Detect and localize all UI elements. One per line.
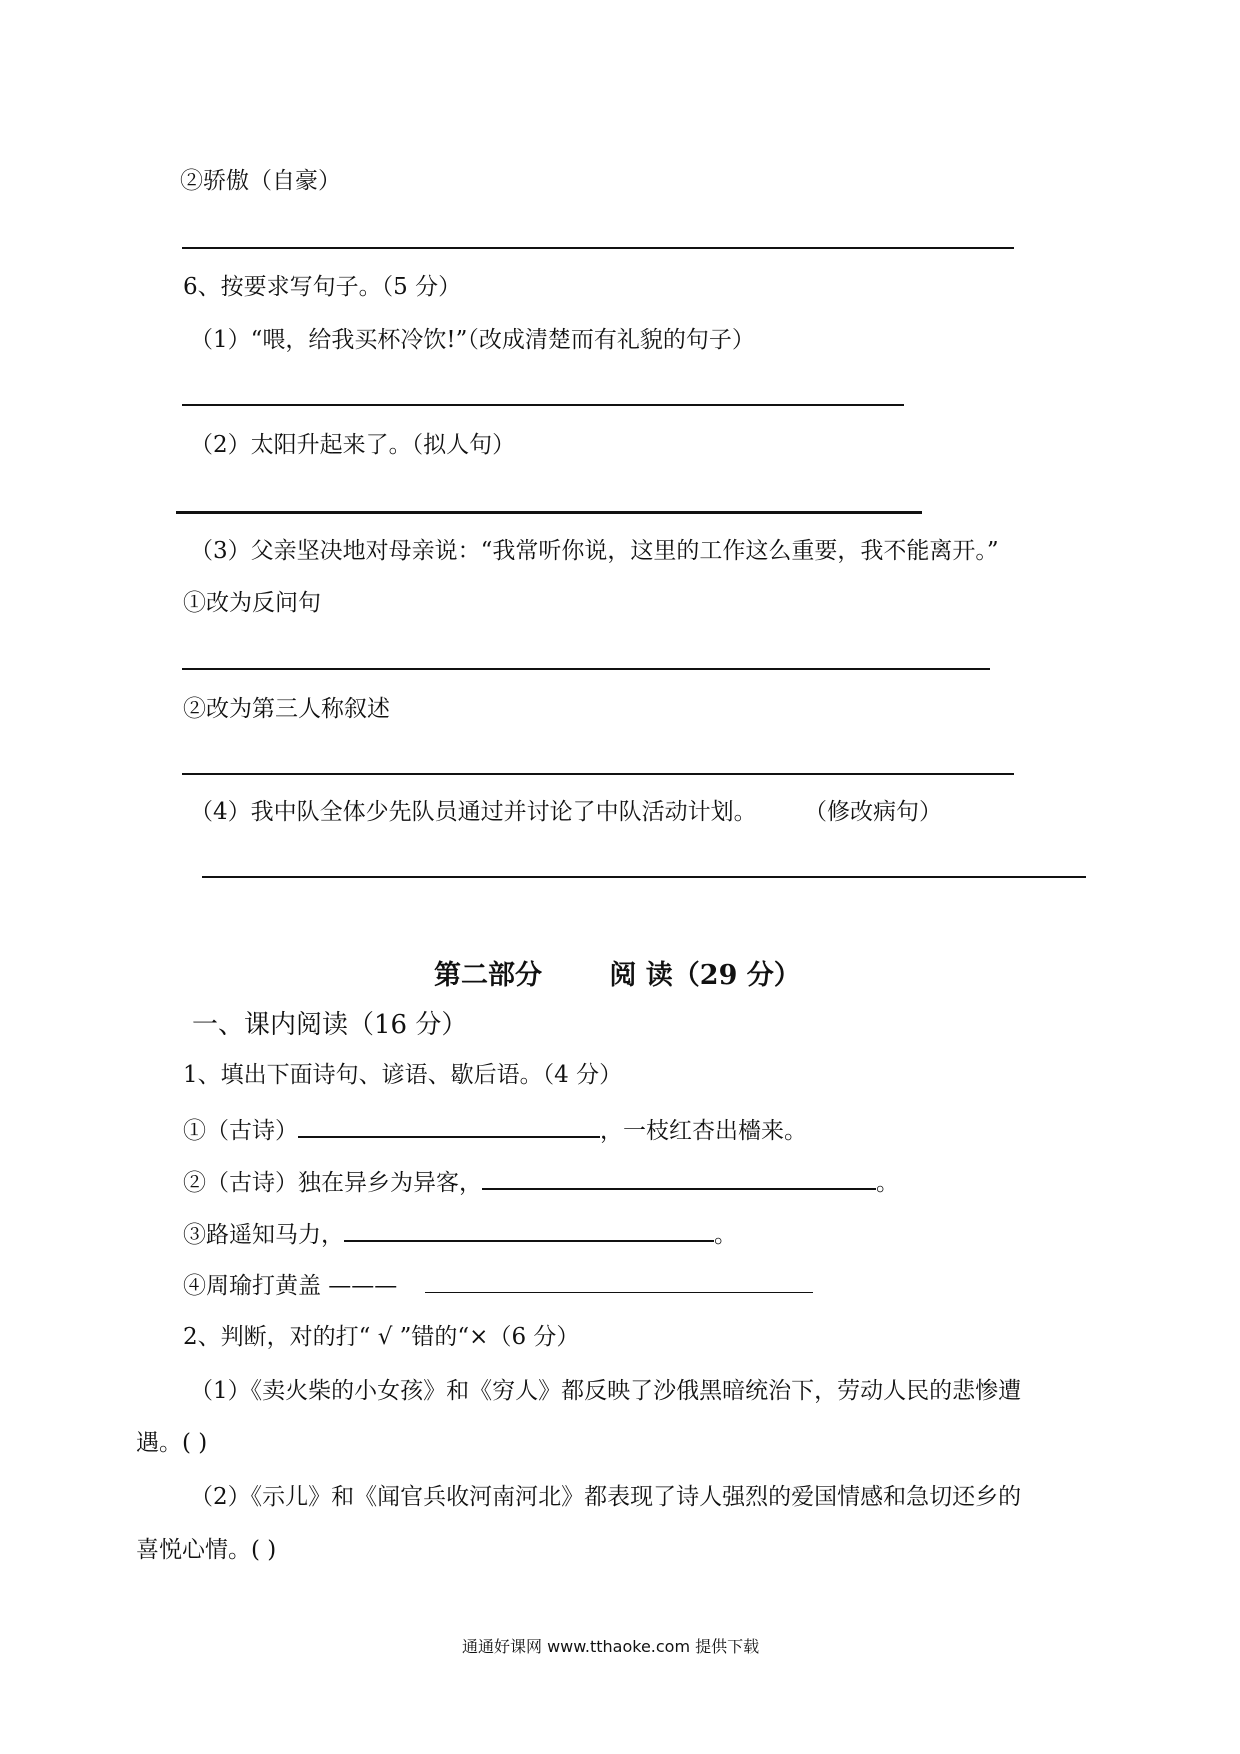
answer-line[interactable] — [182, 247, 1014, 249]
fill-blank[interactable] — [425, 1268, 813, 1293]
question-1-title: 1、填出下面诗句、谚语、歇后语。（4 分） — [183, 1062, 623, 1088]
question-6-3b: ②改为第三人称叙述 — [183, 696, 390, 722]
page-footer: 通通好课网 www.tthaoke.com 提供下载 — [462, 1637, 760, 1656]
question-6-3: （3）父亲坚决地对母亲说：“我常听你说，这里的工作这么重要，我不能离开。” — [190, 538, 999, 564]
question-6-4 — [190, 797, 942, 827]
answer-line[interactable] — [176, 511, 922, 514]
part-2-heading-left: 第二部分 — [434, 960, 542, 991]
question-6-title: 6、按要求写句子。（5 分） — [183, 274, 462, 300]
question-1-b-suffix: 。 — [876, 1170, 899, 1196]
question-6-4-note: （修改病句） — [803, 799, 942, 825]
fill-blank[interactable] — [344, 1216, 714, 1242]
question-2-1-line2: 遇。( ) — [136, 1430, 208, 1456]
item-2-label: ②骄傲（自豪） — [180, 168, 341, 194]
question-6-3a: ①改为反问句 — [183, 590, 321, 616]
question-1-d — [183, 1268, 813, 1301]
question-1-b-prefix: ②（古诗）独在异乡为异客， — [183, 1170, 482, 1196]
question-1-d-prefix: ④周瑜打黄盖 ——— — [183, 1273, 398, 1299]
question-6-1: （1）“喂，给我买杯冷饮!”（改成清楚而有礼貌的句子） — [190, 327, 755, 353]
question-2-1-line1: （1）《卖火柴的小女孩》和《穷人》都反映了沙俄黑暗统治下，劳动人民的悲惨遭 — [190, 1378, 1022, 1404]
fill-blank[interactable] — [298, 1112, 600, 1138]
section-1-title: 一、课内阅读（16 分） — [192, 1010, 468, 1040]
answer-line[interactable] — [182, 668, 990, 670]
answer-line[interactable] — [202, 876, 1086, 878]
question-2-2-line2: 喜悦心情。( ) — [136, 1537, 277, 1563]
question-2-title: 2、判断，对的打“ √ ”错的“×（6 分） — [183, 1324, 580, 1350]
question-1-c-suffix: 。 — [714, 1222, 737, 1248]
question-2-2-line1: （2）《示儿》和《闻官兵收河南河北》都表现了诗人强烈的爱国情感和急切还乡的 — [190, 1484, 1022, 1510]
part-2-heading — [434, 953, 801, 992]
question-1-c — [183, 1216, 737, 1250]
answer-line[interactable] — [182, 404, 904, 406]
question-1-a-suffix: ，一枝红杏出檣来。 — [600, 1118, 807, 1144]
question-6-2: （2）太阳升起来了。（拟人句） — [190, 432, 516, 458]
question-1-a — [183, 1112, 807, 1146]
part-2-heading-right: 阅 读（29 分） — [609, 960, 801, 991]
question-6-4-text: （4）我中队全体少先队员通过并讨论了中队活动计划。 — [190, 799, 757, 825]
question-1-a-prefix: ①（古诗） — [183, 1118, 298, 1144]
answer-line[interactable] — [182, 773, 1014, 775]
question-1-b — [183, 1164, 899, 1198]
question-1-c-prefix: ③路遥知马力， — [183, 1222, 344, 1248]
fill-blank[interactable] — [482, 1164, 876, 1190]
